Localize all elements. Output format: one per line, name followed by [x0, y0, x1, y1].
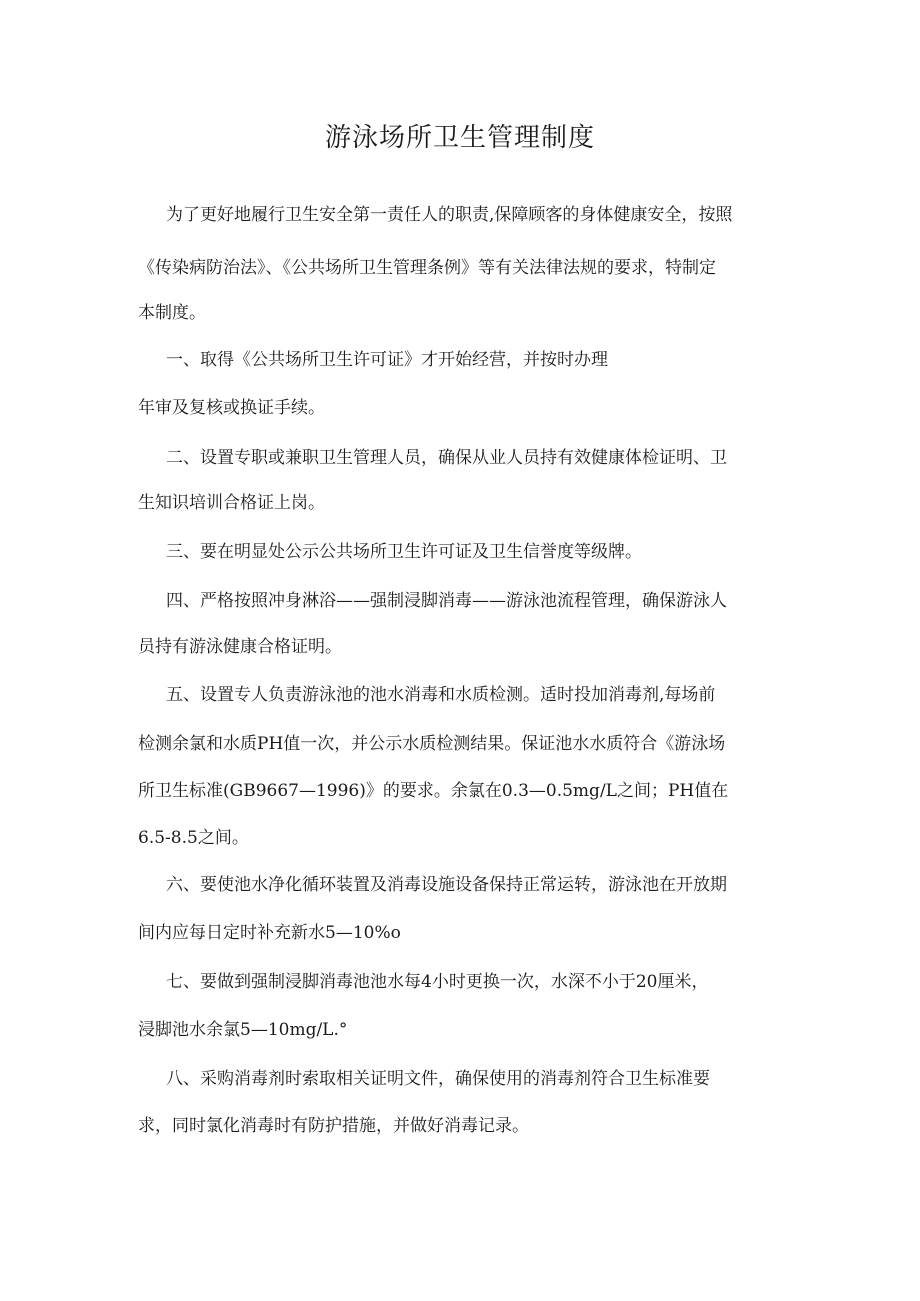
text-line: 浸脚池水余氯5—10mg/L.° [138, 1020, 348, 1040]
text-line: 所卫生标准(GB9667—1996)》的要求。余氯在0.3—0.5mg/L之间；PH值在 [138, 781, 729, 801]
text-line: 检测余氯和水质PH值一次，并公示水质检测结果。保证池水水质符合《游泳场 [138, 734, 726, 754]
text-line: 间内应每日定时补充新水5—10%o [138, 923, 401, 943]
text-line: 六、要使池水净化循环装置及消毒设施设备保持正常运转，游泳池在开放期 [166, 875, 727, 895]
text-line: 6.5-8.5之间。 [138, 828, 249, 848]
text-line: 本制度。 [138, 303, 206, 323]
text-line: 七、要做到强制浸脚消毒池池水每4小时更换一次，水深不小于20厘米， [166, 972, 709, 992]
document-title: 游泳场所卫生管理制度 [324, 123, 595, 153]
text-line: 四、严格按照冲身淋浴——强制浸脚消毒——游泳池流程管理，确保游泳人 [166, 591, 727, 611]
text-line: 三、要在明显处公示公共场所卫生许可证及卫生信誉度等级牌。 [166, 542, 642, 562]
text-line: 生知识培训合格证上岗。 [138, 493, 325, 513]
text-line: 一、取得《公共场所卫生许可证》才开始经营，并按时办理 [166, 350, 608, 370]
text-line: 二、设置专职或兼职卫生管理人员，确保从业人员持有效健康体检证明、卫 [166, 448, 727, 468]
text-line: 《传染病防治法》、《公共场所卫生管理条例》等有关法律法规的要求，特制定 [138, 258, 716, 278]
text-line: 五、设置专人负责游泳池的池水消毒和水质检测。适时投加消毒剂,每场前 [166, 685, 716, 705]
text-line: 八、采购消毒剂时索取相关证明文件，确保使用的消毒剂符合卫生标准要 [166, 1069, 710, 1089]
text-line: 员持有游泳健康合格证明。 [138, 637, 342, 657]
text-line: 为了更好地履行卫生安全第一责任人的职责,保障顾客的身体健康安全，按照 [166, 205, 733, 225]
text-line: 年审及复核或换证手续。 [138, 398, 325, 418]
text-line: 求，同时氯化消毒时有防护措施，并做好消毒记录。 [138, 1116, 529, 1136]
